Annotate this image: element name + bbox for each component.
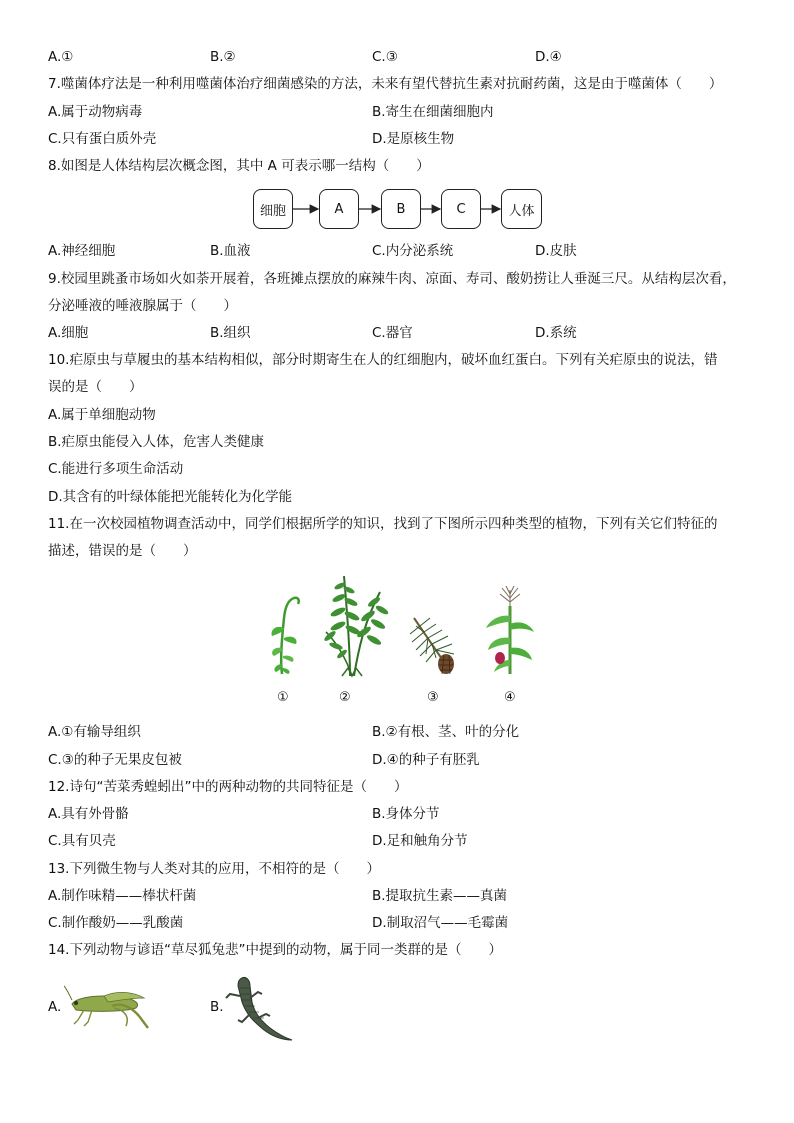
- q8-option-c: C.内分泌系统: [372, 243, 454, 259]
- q12-option-a: A.具有外骨骼: [48, 806, 129, 822]
- q6-option-d: D.④: [535, 49, 562, 65]
- plant-label-4: ④: [504, 690, 516, 705]
- diagram-box-c: C: [441, 189, 481, 229]
- plant-label-2: ②: [339, 690, 351, 705]
- q10-stem-line1: 10.疟原虫与草履虫的基本结构相似，部分时期寄生在人的红细胞内，破坏血红蛋白。下列有关疟原虫的说法，错: [48, 352, 718, 368]
- q11-option-a: A.①有输导组织: [48, 724, 141, 740]
- q10-option-b: B.疟原虫能侵入人体，危害人类健康: [48, 434, 265, 450]
- q9-option-d: D.系统: [535, 325, 577, 341]
- q9-option-a: A.细胞: [48, 325, 89, 341]
- q13-option-b: B.提取抗生素——真菌: [372, 888, 508, 904]
- q11-option-b: B.②有根、茎、叶的分化: [372, 724, 520, 740]
- diagram-box-cell: 细胞: [253, 189, 293, 229]
- crocodile-image: [222, 974, 294, 1044]
- q13-option-c: C.制作酸奶——乳酸菌: [48, 915, 184, 931]
- q10-stem-line2: 误的是（ ）: [48, 379, 143, 395]
- q8-option-b: B.血液: [210, 243, 251, 259]
- diagram-box-a: A: [319, 189, 359, 229]
- q7-option-a: A.属于动物病毒: [48, 104, 143, 120]
- q8-option-a: A.神经细胞: [48, 243, 116, 259]
- corn-plant-image: [484, 586, 536, 676]
- plant-label-3: ③: [427, 690, 439, 705]
- fern-plant-image: [320, 572, 396, 678]
- q7-stem: 7.噬菌体疗法是一种利用噬菌体治疗细菌感染的方法，未来有望代替抗生素对抗耐药菌，这是由于噬菌体（ ）: [48, 76, 723, 92]
- q13-option-d: D.制取沼气——毛霉菌: [372, 915, 509, 931]
- q9-stem-line2: 分泌唾液的唾液腺属于（ ）: [48, 298, 237, 314]
- diagram-box-human: 人体: [501, 189, 542, 229]
- moss-plant-image: [262, 588, 306, 676]
- q10-option-d: D.其含有的叶绿体能把光能转化为化学能: [48, 489, 293, 505]
- q9-option-c: C.器官: [372, 325, 413, 341]
- plant-label-1: ①: [277, 690, 289, 705]
- q10-option-c: C.能进行多项生命活动: [48, 461, 184, 477]
- q13-stem: 13.下列微生物与人类对其的应用，不相符的是（ ）: [48, 861, 380, 877]
- q12-option-b: B.身体分节: [372, 806, 440, 822]
- q11-option-d: D.④的种子有胚乳: [372, 752, 480, 768]
- q13-option-a: A.制作味精——棒状杆菌: [48, 888, 197, 904]
- q12-option-d: D.足和触角分节: [372, 833, 468, 849]
- q14-option-b: B.: [210, 999, 224, 1015]
- q8-stem: 8.如图是人体结构层次概念图，其中 A 可表示哪一结构（ ）: [48, 158, 430, 174]
- q14-stem: 14.下列动物与谚语“草尽狐兔悲”中提到的动物，属于同一类群的是（ ）: [48, 942, 502, 958]
- q10-option-a: A.属于单细胞动物: [48, 407, 156, 423]
- q6-option-a: A.①: [48, 49, 74, 65]
- q6-option-b: B.②: [210, 49, 236, 65]
- q12-option-c: C.具有贝壳: [48, 833, 116, 849]
- grasshopper-image: [64, 982, 154, 1032]
- q12-stem: 12.诗句“苦菜秀蝗蚓出”中的两种动物的共同特征是（ ）: [48, 779, 408, 795]
- q11-stem-line1: 11.在一次校园植物调查活动中，同学们根据所学的知识，找到了下图所示四种类型的植物，下列有关它们特征的: [48, 516, 718, 532]
- q9-stem-line1: 9.校园里跳蚤市场如火如荼开展着，各班摊点摆放的麻辣牛肉、凉面、寿司、酸奶捞让人垂涎三尺。从结构层次看，: [48, 271, 736, 287]
- q8-option-d: D.皮肤: [535, 243, 577, 259]
- q6-option-c: C.③: [372, 49, 398, 65]
- q11-option-c: C.③的种子无果皮包被: [48, 752, 182, 768]
- q11-stem-line2: 描述，错误的是（ ）: [48, 543, 197, 559]
- q9-option-b: B.组织: [210, 325, 251, 341]
- q7-option-c: C.只有蛋白质外壳: [48, 131, 157, 147]
- q14-option-a: A.: [48, 999, 62, 1015]
- q7-option-b: B.寄生在细菌细胞内: [372, 104, 494, 120]
- diagram-arrows: [0, 0, 794, 260]
- diagram-box-b: B: [381, 189, 421, 229]
- q7-option-d: D.是原核生物: [372, 131, 455, 147]
- pine-plant-image: [406, 612, 462, 678]
